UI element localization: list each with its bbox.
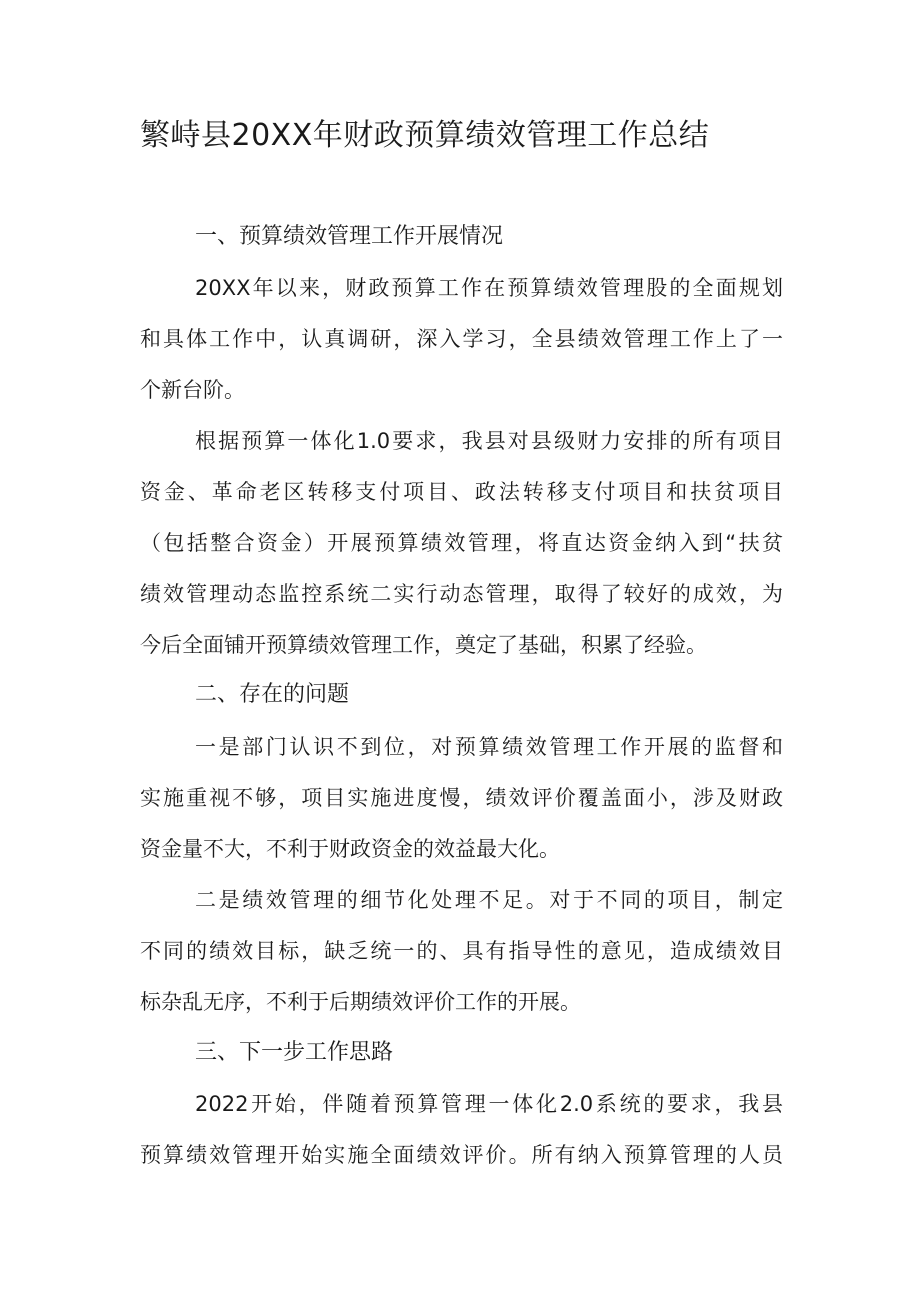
paragraph-line: 不同的绩效目标，缺乏统一的、具有指导性的意见，造成绩效目	[140, 939, 783, 963]
section-heading-1: 一、预算绩效管理工作开展情况	[195, 224, 504, 249]
paragraph-line: 资金量不大，不利于财政资金的效益最大化。	[140, 837, 560, 861]
section-heading-2: 二、存在的问题	[195, 682, 350, 707]
paragraph-line: 资金、革命老区转移支付项目、政法转移支付项目和扶贫项目	[140, 480, 783, 504]
section-heading-3: 三、下一步工作思路	[195, 1040, 394, 1065]
paragraph-line: 个新台阶。	[140, 378, 245, 402]
paragraph-line: 根据预算一体化1.0要求，我县对县级财力安排的所有项目	[195, 429, 783, 453]
paragraph-line: 20XX年以来，财政预算工作在预算绩效管理股的全面规划	[195, 276, 783, 300]
paragraph-line: 和具体工作中，认真调研，深入学习，全县绩效管理工作上了一	[140, 327, 783, 351]
paragraph-line: （包括整合资金）开展预算绩效管理，将直达资金纳入到“扶贫	[140, 531, 783, 555]
document-title: 繁峙县20XX年财政预算绩效管理工作总结	[140, 118, 710, 153]
paragraph-line: 绩效管理动态监控系统二实行动态管理，取得了较好的成效，为	[140, 582, 783, 606]
paragraph-line: 二是绩效管理的细节化处理不足。对于不同的项目，制定	[195, 888, 783, 912]
paragraph-line: 2022开始，伴随着预算管理一体化2.0系统的要求，我县	[195, 1092, 783, 1116]
paragraph-line: 一是部门认识不到位，对预算绩效管理工作开展的监督和	[195, 735, 783, 759]
paragraph-line: 标杂乱无序，不利于后期绩效评价工作的开展。	[140, 990, 581, 1014]
paragraph-line: 今后全面铺开预算绩效管理工作，奠定了基础，积累了经验。	[140, 633, 707, 657]
paragraph-line: 实施重视不够，项目实施进度慢，绩效评价覆盖面小，涉及财政	[140, 786, 783, 810]
paragraph-line: 预算绩效管理开始实施全面绩效评价。所有纳入预算管理的人员	[140, 1143, 783, 1167]
